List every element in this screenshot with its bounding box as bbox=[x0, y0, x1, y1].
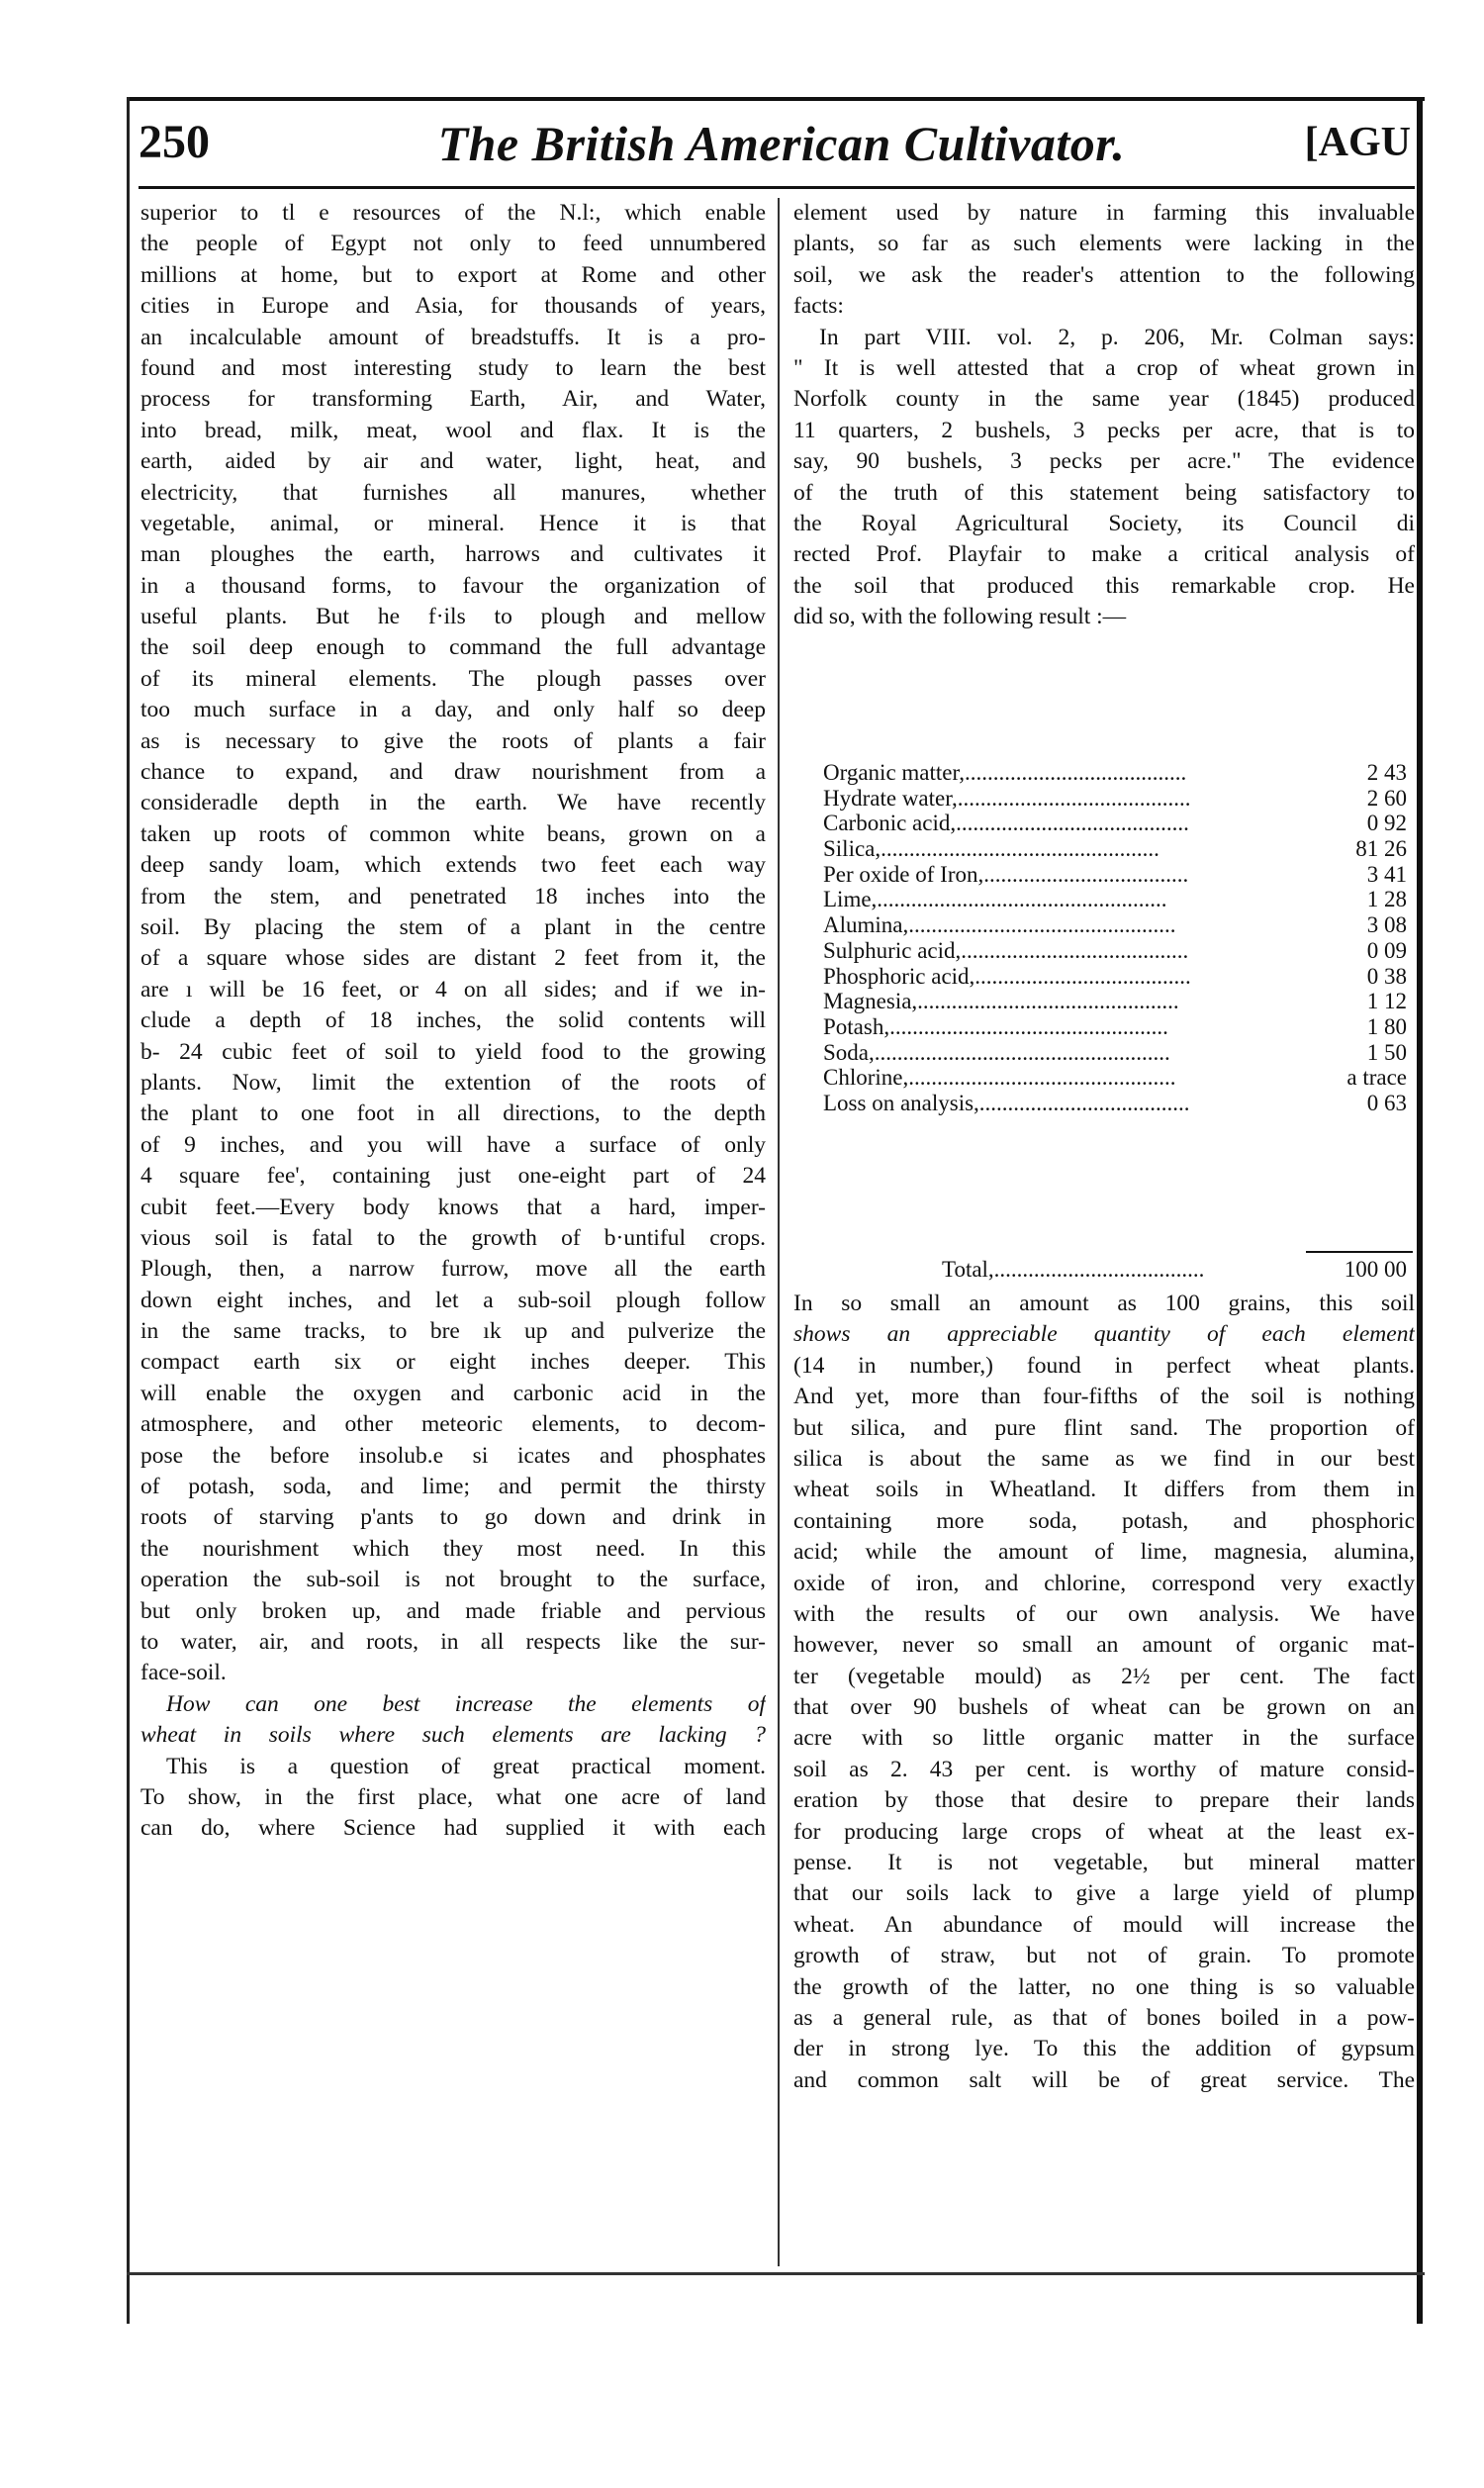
text-line: that over 90 bushels of wheat can be grown on an bbox=[793, 1694, 1415, 1721]
text-line: say, 90 bushels, 3 pecks per acre." The evidence bbox=[793, 448, 1415, 475]
text-line: of the truth of this statement being satisfactory to bbox=[793, 479, 1415, 506]
analysis-row bbox=[823, 887, 1407, 912]
text-line: der in strong lye. To this the addition of gypsum bbox=[793, 2036, 1415, 2062]
right-column-top bbox=[793, 198, 1415, 632]
text-line: the growth of the latter, no one thing is so valuable bbox=[793, 1973, 1415, 2000]
text-line: electricity, that furnishes all manures, whether bbox=[140, 479, 766, 506]
text-line: wheat in soils where such elements are lacking ? bbox=[140, 1722, 766, 1749]
text-line: element used by nature in farming this invaluable bbox=[793, 200, 1415, 226]
analysis-component: Organic matter,....................................... bbox=[823, 760, 1187, 785]
text-line: will enable the oxygen and carbonic acid in the bbox=[140, 1380, 766, 1406]
text-line: acre with so little organic matter in the surface bbox=[793, 1725, 1415, 1752]
text-line: wheat. An abundance of mould will increase the bbox=[793, 1911, 1415, 1938]
text-line: but silica, and pure flint sand. The proportion of bbox=[793, 1414, 1415, 1441]
text-line: eration by those that desire to prepare their lands bbox=[793, 1787, 1415, 1814]
total-label: Total,..................................... bbox=[942, 1257, 1205, 1282]
analysis-value: 0 38 bbox=[1366, 963, 1407, 989]
analysis-component: Carbonic acid,......................................... bbox=[823, 811, 1189, 836]
analysis-component: Lime,................................................... bbox=[823, 887, 1167, 912]
analysis-row bbox=[823, 836, 1407, 862]
page-border-bottom bbox=[127, 2272, 1425, 2275]
text-line: consideradle depth in the earth. We have recently bbox=[140, 790, 766, 816]
page-border-top bbox=[127, 97, 1425, 101]
text-line: b- 24 cubic feet of soil to yield food to the growing bbox=[140, 1038, 766, 1065]
text-line: roots of starving p'ants to go down and drink in bbox=[140, 1504, 766, 1531]
right-column-bottom bbox=[793, 1289, 1415, 2096]
text-line: pense. It is not vegetable, but mineral matter bbox=[793, 1850, 1415, 1876]
text-line: that our soils lack to give a large yield of plump bbox=[793, 1880, 1415, 1907]
text-line: plants, so far as such elements were lacking in the bbox=[793, 231, 1415, 257]
text-line: the plant to one foot in all directions, to the depth bbox=[140, 1100, 766, 1127]
text-line: man ploughes the earth, harrows and cultivates it bbox=[140, 541, 766, 568]
column-divider bbox=[778, 198, 780, 2266]
page-border-left bbox=[127, 97, 130, 2324]
analysis-value: 3 08 bbox=[1366, 912, 1407, 938]
analysis-row bbox=[823, 786, 1407, 812]
analysis-value: a trace bbox=[1346, 1065, 1407, 1091]
text-line: vegetable, animal, or mineral. Hence it is that bbox=[140, 510, 766, 536]
analysis-row bbox=[823, 912, 1407, 938]
analysis-component: Chlorine,............................................... bbox=[823, 1065, 1176, 1091]
text-line: rected Prof. Playfair to make a critical analysis of bbox=[793, 541, 1415, 568]
total-value: 100 00 bbox=[1344, 1257, 1407, 1282]
text-line: chance to expand, and draw nourishment from a bbox=[140, 759, 766, 786]
text-line: operation the sub-soil is not brought to the surface, bbox=[140, 1567, 766, 1593]
text-line: vious soil is fatal to the growth of b·untiful crops. bbox=[140, 1224, 766, 1251]
text-line: of potash, soda, and lime; and permit the thirsty bbox=[140, 1474, 766, 1500]
text-line: found and most interesting study to learn the best bbox=[140, 354, 766, 381]
text-line: clude a depth of 18 inches, the solid contents will bbox=[140, 1007, 766, 1034]
text-line: with the results of our own analysis. We have bbox=[793, 1600, 1415, 1627]
text-line: too much surface in a day, and only half so deep bbox=[140, 697, 766, 723]
running-title: The British American Cultivator. bbox=[437, 116, 1126, 171]
text-line: How can one best increase the elements of bbox=[166, 1690, 766, 1717]
analysis-value: 0 63 bbox=[1366, 1090, 1407, 1115]
text-line: shows an appreciable quantity of each element bbox=[793, 1321, 1415, 1348]
analysis-row bbox=[823, 1040, 1407, 1066]
analysis-value: 1 50 bbox=[1366, 1039, 1407, 1065]
text-line: facts: bbox=[793, 293, 844, 320]
analysis-component: Sulphuric acid,........................................ bbox=[823, 937, 1189, 963]
text-line: from the stem, and penetrated 18 inches into the bbox=[140, 883, 766, 909]
analysis-value: 2 43 bbox=[1366, 760, 1407, 785]
text-line: face-soil. bbox=[140, 1660, 227, 1686]
text-line: process for transforming Earth, Air, and Water, bbox=[140, 386, 766, 413]
text-line: containing more soda, potash, and phosphoric bbox=[793, 1507, 1415, 1534]
analysis-value: 1 28 bbox=[1366, 887, 1407, 912]
text-line: 11 quarters, 2 bushels, 3 pecks per acre, that is to bbox=[793, 417, 1415, 443]
analysis-total-row bbox=[823, 1257, 1407, 1283]
text-line: And yet, more than four-fifths of the soil is nothing bbox=[793, 1384, 1415, 1410]
text-line: deep sandy loam, which extends two feet each way bbox=[140, 852, 766, 879]
analysis-component: Hydrate water,......................................... bbox=[823, 785, 1191, 811]
text-line: earth, aided by air and water, light, heat, and bbox=[140, 448, 766, 475]
text-line: In part VIII. vol. 2, p. 206, Mr. Colman says: bbox=[819, 324, 1415, 350]
analysis-value: 1 12 bbox=[1366, 989, 1407, 1014]
text-line: Plough, then, a narrow furrow, move all the earth bbox=[140, 1256, 766, 1283]
analysis-value: 3 41 bbox=[1366, 861, 1407, 887]
total-rule bbox=[1306, 1251, 1413, 1253]
text-line: in a thousand forms, to favour the organization of bbox=[140, 572, 766, 599]
text-line: to water, air, and roots, in all respects like the sur- bbox=[140, 1628, 766, 1655]
analysis-row bbox=[823, 1091, 1407, 1116]
analysis-component: Magnesia,.............................................. bbox=[823, 989, 1179, 1014]
text-line: can do, where Science had supplied it with each bbox=[140, 1815, 766, 1842]
text-line: the people of Egypt not only to feed unnumbered bbox=[140, 231, 766, 257]
text-line: (14 in number,) found in perfect wheat plants. bbox=[793, 1352, 1415, 1379]
text-line: of its mineral elements. The plough passes over bbox=[140, 665, 766, 692]
text-line: wheat soils in Wheatland. It differs from them in bbox=[793, 1477, 1415, 1503]
header-rule bbox=[139, 186, 1415, 189]
analysis-component: Potash,................................................. bbox=[823, 1013, 1168, 1039]
text-line: soil, we ask the reader's attention to the following bbox=[793, 261, 1415, 288]
text-line: ter (vegetable mould) as 2½ per cent. The fact bbox=[793, 1663, 1415, 1689]
text-line: the soil deep enough to command the full advantage bbox=[140, 634, 766, 661]
text-line: the Royal Agricultural Society, its Council di bbox=[793, 510, 1415, 536]
soil-analysis-table bbox=[823, 760, 1407, 1116]
page-header bbox=[139, 107, 1415, 186]
text-line: of a square whose sides are distant 2 feet from it, the bbox=[140, 945, 766, 972]
text-line: silica is about the same as we find in our best bbox=[793, 1445, 1415, 1472]
text-line: but only broken up, and made friable and pervious bbox=[140, 1597, 766, 1624]
analysis-row bbox=[823, 964, 1407, 990]
text-line: soil as 2. 43 per cent. is worthy of mature consid- bbox=[793, 1756, 1415, 1782]
analysis-row bbox=[823, 1014, 1407, 1040]
text-line: Norfolk county in the same year (1845) produced bbox=[793, 386, 1415, 413]
analysis-component: Phosphoric acid,...................................... bbox=[823, 963, 1191, 989]
analysis-component: Soda,.................................................... bbox=[823, 1039, 1170, 1065]
analysis-value: 0 09 bbox=[1366, 937, 1407, 963]
analysis-component: Loss on analysis,..................................... bbox=[823, 1090, 1190, 1115]
left-column bbox=[140, 198, 766, 1845]
text-line: cities in Europe and Asia, for thousands of years, bbox=[140, 293, 766, 320]
text-line: superior to tl e resources of the N.l:, which enable bbox=[140, 200, 766, 226]
text-line: compact earth six or eight inches deeper. This bbox=[140, 1349, 766, 1376]
text-line: in the same tracks, to bre ık up and pulverize the bbox=[140, 1318, 766, 1345]
page-number: 250 bbox=[139, 116, 210, 168]
text-line: for producing large crops of wheat at the least ex- bbox=[793, 1818, 1415, 1845]
text-line: soil. By placing the stem of a plant in the centre bbox=[140, 913, 766, 940]
text-line: the nourishment which they most need. In this bbox=[140, 1535, 766, 1562]
text-line: down eight inches, and let a sub-soil plough follow bbox=[140, 1287, 766, 1313]
analysis-component: Per oxide of Iron,.................................... bbox=[823, 861, 1189, 887]
text-line: " It is well attested that a crop of wheat grown in bbox=[793, 354, 1415, 381]
text-line: into bread, milk, meat, wool and flax. It is the bbox=[140, 417, 766, 443]
text-line: plants. Now, limit the extention of the roots of bbox=[140, 1069, 766, 1096]
text-line: pose the before insolub.e si icates and phosphates bbox=[140, 1442, 766, 1469]
text-line: 4 square fee', containing just one-eight part of 24 bbox=[140, 1163, 766, 1190]
text-line: In so small an amount as 100 grains, this soil bbox=[793, 1291, 1415, 1316]
text-line: millions at home, but to export at Rome and other bbox=[140, 261, 766, 288]
text-line: taken up roots of common white beans, grown on a bbox=[140, 820, 766, 847]
text-line: an incalculable amount of breadstuffs. It is a pro- bbox=[140, 324, 766, 350]
text-line: acid; while the amount of lime, magnesia, alumina, bbox=[793, 1539, 1415, 1566]
text-line: did so, with the following result :— bbox=[793, 604, 1127, 630]
text-line: growth of straw, but not of grain. To promote bbox=[793, 1943, 1415, 1969]
text-line: and common salt will be of great service. The bbox=[793, 2066, 1415, 2093]
text-line: however, never so small an amount of organic mat- bbox=[793, 1632, 1415, 1659]
text-line: This is a question of great practical moment. bbox=[166, 1753, 766, 1779]
analysis-row bbox=[823, 938, 1407, 964]
text-line: the soil that produced this remarkable crop. He bbox=[793, 572, 1415, 599]
header-month: [AGU bbox=[1304, 120, 1411, 165]
text-line: of 9 inches, and you will have a surface of only bbox=[140, 1131, 766, 1158]
text-line: To show, in the first place, what one acre of land bbox=[140, 1783, 766, 1810]
analysis-component: Alumina,............................................... bbox=[823, 912, 1176, 938]
page-border-right bbox=[1417, 97, 1423, 2324]
text-line: cubit feet.—Every body knows that a hard, imper- bbox=[140, 1194, 766, 1220]
text-line: oxide of iron, and chlorine, correspond very exactly bbox=[793, 1570, 1415, 1596]
text-line: as is necessary to give the roots of plants a fair bbox=[140, 727, 766, 754]
analysis-row bbox=[823, 760, 1407, 786]
text-line: atmosphere, and other meteoric elements, to decom- bbox=[140, 1411, 766, 1438]
analysis-row bbox=[823, 1065, 1407, 1091]
text-line: are ı will be 16 feet, or 4 on all sides; and if we in- bbox=[140, 976, 766, 1003]
analysis-row bbox=[823, 862, 1407, 888]
analysis-value: 2 60 bbox=[1366, 785, 1407, 811]
text-line: as a general rule, as that of bones boiled in a pow- bbox=[793, 2004, 1415, 2031]
text-line: useful plants. But he f·ils to plough and mellow bbox=[140, 604, 766, 630]
analysis-value: 0 92 bbox=[1366, 811, 1407, 836]
analysis-component: Silica,................................................. bbox=[823, 836, 1159, 862]
analysis-value: 81 26 bbox=[1355, 836, 1407, 862]
analysis-row bbox=[823, 989, 1407, 1014]
analysis-row bbox=[823, 811, 1407, 836]
analysis-value: 1 80 bbox=[1366, 1013, 1407, 1039]
